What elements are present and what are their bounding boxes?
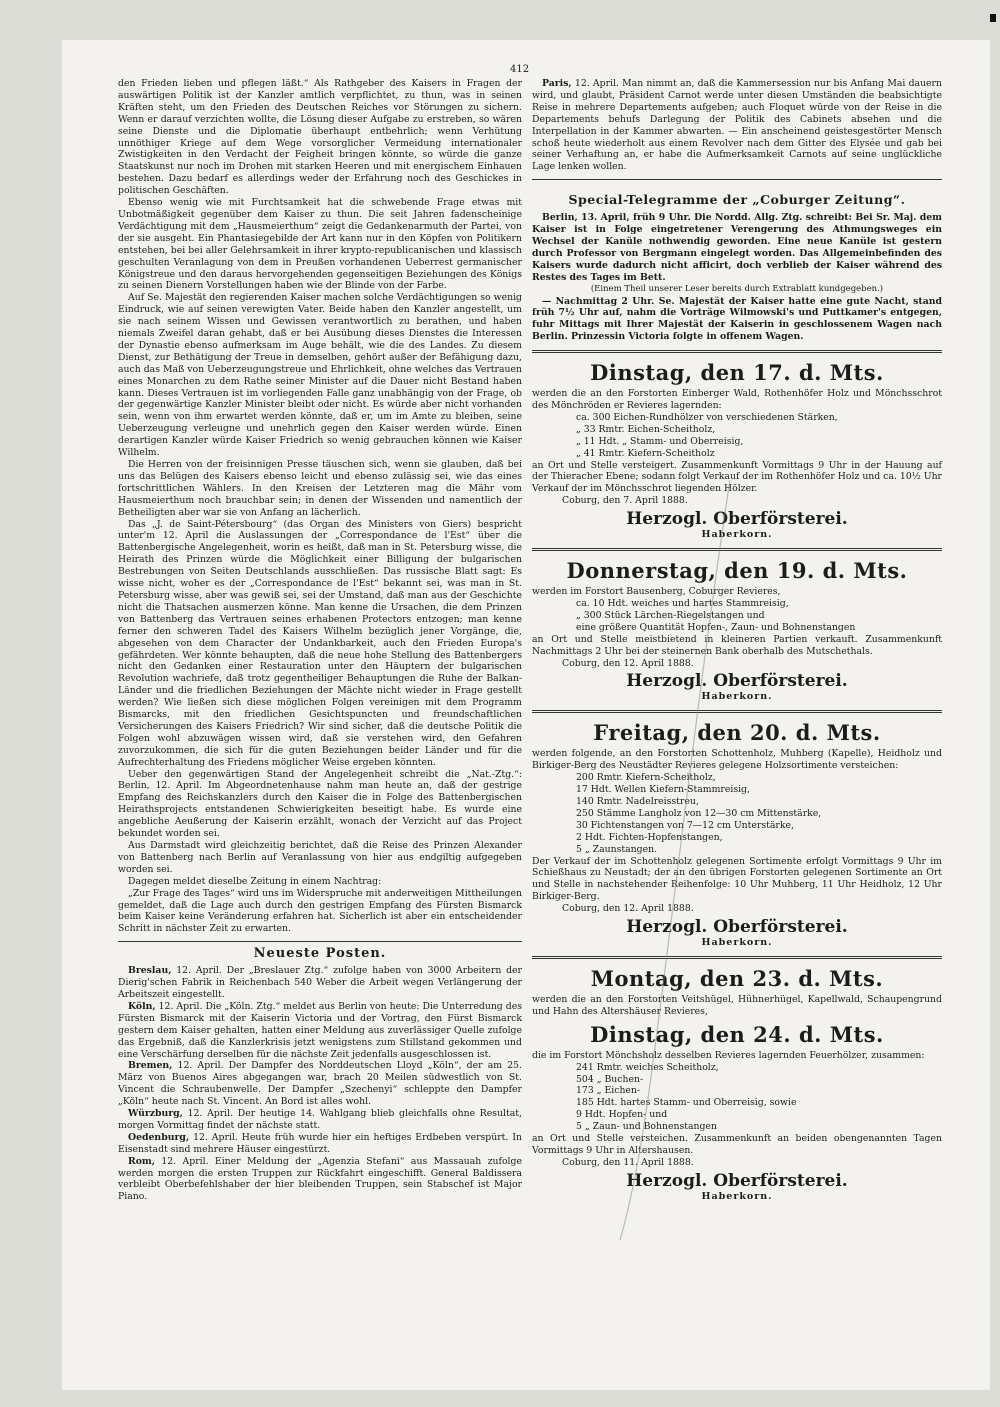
- ad-heading: Montag, den 23. d. Mts.: [590, 965, 884, 991]
- article-paragraph: „Zur Frage des Tages“ wird uns im Widerspruche mit anderweitigen Mittheilungen gemeldet, daß die Lage auch durch den gestrigen Empfang des Fürsten Bismarck beim Kaiser keine Veränderung erfahren hat. Sicherlich ist aber ein entscheidender Schritt in nächster Zeit zu erwarten.: [118, 887, 522, 935]
- ad-body: an Ort und Stelle versteichen. Zusammenkunft an beiden obengenannten Tagen Vormittags 9 Uhr in Altershausen.: [532, 1133, 942, 1156]
- news-place: Würzburg,: [128, 1108, 183, 1120]
- ad-items: [576, 412, 942, 460]
- ad-body: an Ort und Stelle meistbietend in kleineren Partien verkauft. Zusammenkunft Nachmittags 2 Uhr bei der steinernen Bank oberhalb des Mutschethals.: [532, 633, 942, 657]
- news-place: Paris,: [542, 78, 572, 89]
- left-column: [118, 78, 522, 1203]
- ad-intro: werden die an den Forstorten Einberger Wald, Rothenhöfer Holz und Mönchsschrot des Mönchröden er Revieres lagernden:: [532, 388, 942, 412]
- ad-signature: Herzogl. Oberförsterei.: [626, 1170, 848, 1191]
- page-number: 412: [510, 64, 530, 75]
- ad-heading: Dinstag, den 17. d. Mts.: [590, 360, 884, 386]
- ad-heading: Donnerstag, den 19. d. Mts.: [566, 558, 908, 584]
- ad-intro: die im Forstort Mönchsholz desselben Revieres lagernden Feuerhölzer, zusammen:: [532, 1049, 925, 1061]
- ad-item: eine größere Quantität Hopfen-, Zaun- und Bohnenstangen: [576, 621, 856, 633]
- telegram-note: (Einem Theil unserer Leser bereits durch Extrablatt kundgegeben.): [590, 283, 884, 294]
- article-paragraph: Das „J. de Saint-Pétersbourg“ (das Organ des Ministers von Giers) bespricht unter'm 12. April die Auslassungen der „Correspondance de l'Est“ über die Battenbergische Angelegenheit, worin es heißt, daß man in St. Petersburg wisse, die Heirath des Prinzen würde die Möglichkeit einer Billigung der bulgarischen Bestrebungen von Seiten Deutschlands ausschließen. Das russische Blatt sagt: Es wisse nicht, woher es der „Correspondance de l'Est“ bekannt sei, was man in St. Petersburg wisse, aber was gewiß sei, sei der Umstand, daß man aus der Geschichte nicht die Thatsachen ausmerzen könne. Man kenne die Ursachen, die dem Prinzen von Battenberg das Vertrauen seines erhabenen Protectors entzogen; man kenne ferner den schweren Tadel des Kaisers Wilhelm bezüglich jener Vorgänge, die, abgesehen von dem Character der Undankbarkeit, auch den Frieden Europa's gefährdeten. Wer könnte behaupten, daß die neue hohe Stellung des Battenbergers nicht den Gedanken einer Restauration unter den Häuptern der bulgarischen Revolution wachriefe, daß trotz gegentheiliger Behauptungen die Ruhe der Balkan-Länder und die friedlichen Beziehungen der Mächte nicht wieder in Frage gestellt werden? Wie ließen sich diese möglichen Folgen vereinigen mit dem Programm Bismarcks, mit den friedlichen Gesichtspuncten und freundschaftlichen Versicherungen des Kaisers Friedrich? Wir sind sicher, daß die deutsche Politik die Folgen wohl abzuwägen wissen wird, daß sie verstehen wird, den Gefahren zuvorzukommen, die sich für die guten Beziehungen beider Länder und für die Aufrechterhaltung des Friedens möglicher Weise ergeben könnten.: [118, 518, 522, 768]
- article-paragraph: Ueber den gegenwärtigen Stand der Angelegenheit schreibt die „Nat.-Ztg.“: Berlin, 12. April. Im Abgeordnetenhause nahm man heute an, daß der gestrige Empfang des Reichskanzlers durch den Kaiser die in Folge des Battenbergischen Heirathsprojects entstandenen Schwierigkeiten beseitigt habe. Es wurde eine angebliche Aeußerung der Kaiserin erzählt, wonach der Verzicht auf das Project bekundet worden sei.: [118, 768, 522, 840]
- ad-item: 200 Rmtr. Kiefern-Scheitholz,: [576, 772, 716, 784]
- news-place: Breslau,: [128, 965, 172, 977]
- ad-item: „ 41 Rmtr. Kiefern-Scheitholz: [576, 447, 715, 459]
- article-paragraph: Dagegen meldet dieselbe Zeitung in einem Nachtrag:: [128, 875, 382, 887]
- ad-signature: Herzogl. Oberförsterei.: [626, 917, 848, 938]
- news-text: 12. April. Der Dampfer des Norddeutschen Lloyd „Köln“, der am 25. März von Buenos Aires abgegangen war, brach 20 Meilen südwestlich von St. Vincent die Schraubenwelle. Der Dampfer „Szechenyi“ schleppte den Dampfer „Köln“ heute nach St. Vincent. An Bord ist alles wohl.: [118, 1060, 522, 1108]
- ad-signer: Haberkorn.: [701, 529, 773, 541]
- ad-intro: werden im Forstort Bausenberg, Coburger Revieres,: [532, 586, 781, 598]
- divider: [118, 941, 522, 942]
- article-paragraph: Ebenso wenig wie mit Furchtsamkeit hat die schwebende Frage etwas mit Unbotmäßigkeit gegenüber dem Kaiser zu thun. Die seit Jahren fadenscheinige Verdächtigung mit dem „Hausmeierthum“ zeigt die Gedankenarmuth der Partei, von der sie ausgeht. Ein Phantasiegebilde der Art kann nur in den Köpfen von Politikern entstehen, bei bei aller Gelehrsamkeit in ihrer krypto-republicanischen und klassisch geschulten Veranlagung von dem in Preußen vorhandenen Ueberrest germanischer Königstreue und den daraus hervorgehenden gegenseitigen Beziehungen des Königs zu seinen Dienern Vorstellungen haben wie der Blinde von der Farbe.: [118, 197, 522, 292]
- ad-item: 185 Hdt. hartes Stamm- und Oberreisig, sowie: [576, 1097, 797, 1109]
- telegram-text: Berlin, 13. April, früh 9 Uhr. Die Nordd. Allg. Ztg. schreibt: Bei Sr. Maj. dem Kaiser ist in Folge eingetretener Verengerung des Athmungsweges ein Wechsel der Kanüle nothwendig geworden. Eine neue Kanüle ist gestern durch Professor von Bergmann eingelegt worden. Das Allgemeinbefinden des Kaisers wurde dadurch nicht afficirt, doch verblieb der Kaiser während des Restes des Tages im Bett.: [532, 212, 942, 283]
- news-item: [118, 1060, 522, 1108]
- news-item: [532, 78, 942, 173]
- article-paragraph: den Frieden lieben und pflegen läßt.“ Als Rathgeber des Kaisers in Fragen der auswärtigen Politik ist der Kanzler amtlich verpflichtet, zu thun, was in seinen Kräften steht, um den Frieden des Deutschen Reiches vor Störungen zu sichern. Wenn er darauf verzichten wollte, die Lösung dieser Aufgabe zu erstreben, so wären seine Dienste und die Diplomatie überhaupt entbehrlich; wenn Verhütung unnöthiger Kriege auf dem Wege vorsorglicher Vermeidung internationaler Zwistigkeiten in den Verdacht der Feigheit bringen könnte, so würde die ganze Staatskunst nur noch im Drohen mit starken Heeren und mit energischem Einhauen bestehen. Dazu bedarf es allerdings weder der Erfahrung noch des Geschickes in politischen Geschäften.: [118, 78, 522, 197]
- ad-body: an Ort und Stelle versteigert. Zusammenkunft Vormittags 9 Uhr in der Hauung auf der Thieracher Ebene; sodann folgt Verkauf der im Rothenhöfer Holz und ca. 10½ Uhr Verkauf der im Mönchsschrot liegenden Hölzer.: [532, 459, 942, 495]
- ad-body: Der Verkauf der im Schottenholz gelegenen Sortimente erfolgt Vormittags 9 Uhr im Schießhaus zu Neustadt; der an den übrigen Forstorten gelegenen Sortimente an Ort und Stelle in nachstehender Reihenfolge: 10 Uhr Muhberg, 11 Uhr Heidholz, 12 Uhr Birkiger-Berg.: [532, 855, 942, 903]
- pencil-stroke-mark: [610, 470, 750, 1250]
- news-item: [118, 1001, 522, 1061]
- ad-item: „ 33 Rmtr. Eichen-Scheitholz,: [576, 423, 716, 435]
- news-place: Bremen,: [128, 1060, 173, 1072]
- ad-date: Coburg, den 7. April 1888.: [562, 495, 688, 507]
- ad-heading: Dinstag, den 24. d. Mts.: [590, 1021, 884, 1047]
- section-title: Neueste Posten.: [253, 946, 387, 962]
- news-text: 12. April. Heute früh wurde hier ein heftiges Erdbeben verspürt. In Eisenstadt sind mehrere Häuser eingestürzt.: [118, 1131, 522, 1155]
- ad-item: 17 Hdt. Wellen Kiefern-Stammreisig,: [576, 784, 750, 796]
- ad-item: „ 300 Stück Lärchen-Riegelstangen und: [576, 609, 765, 621]
- article-paragraph: Auf Se. Majestät den regierenden Kaiser machen solche Verdächtigungen so wenig Eindruck, wie auf seinen verewigten Vater. Beide haben den Kanzler angestellt, um sie nach seinem Wissen und Gewissen verantwortlich zu berathen, und haben niemals Zweifel daran gehabt, daß er bei Ausübung dieses Dienstes die Interessen der Dynastie ebenso aufmerksam im Auge behält, wie die des Landes. Zu diesem Dienst, zur Bethätigung der Treue in demselben, gehört außer der Befähigung dazu, auch das Maß von Ueberzeugungstreue und Ehrlichkeit, ohne welches das Vertrauen eines Monarchen zu dem Rathe seiner Minister auf die Dauer nicht Bestand haben kann. Dieses Vertrauen ist im vorliegenden Falle ganz unabhängig von der Frage, ob der gegenwärtige Kanzler Minister bleibt oder nicht. Es würde aber nicht vorhanden sein, wenn von ihm erwartet werden könnte, daß er, um im Amte zu bleiben, seine Ueberzeugung verleugne und unehrlich gegen den Kaiser werden würde. Einen derartigen Kanzler würde Kaiser Friedrich so wenig gebrauchen können wie Kaiser Wilhelm.: [118, 292, 522, 459]
- article-paragraph: Aus Darmstadt wird gleichzeitig berichtet, daß die Reise des Prinzen Alexander von Battenberg nach Berlin auf Veranlassung von hier aus endgiltig aufgegeben worden sei.: [118, 840, 522, 875]
- telegram-text: — Nachmittag 2 Uhr. Se. Majestät der Kaiser hatte eine gute Nacht, stand früh 7½ Uhr auf, nahm die Vorträge Wilmowski's und Puttkamer's entgegen, fuhr Mittags mit Ihrer Majestät der Kaiserin in geschlossenem Wagen nach Berlin. Prinzessin Victoria folgte in offenem Wagen.: [532, 295, 942, 343]
- ad-item: ca. 300 Eichen-Rundhölzer von verschiedenen Stärken,: [576, 411, 838, 423]
- ad-date: Coburg, den 11. April 1888.: [562, 1156, 694, 1168]
- news-item: [118, 1132, 522, 1156]
- ad-item: 5 „ Zaun- und Bohnenstangen: [576, 1121, 717, 1133]
- ad-item: 2 Hdt. Fichten-Hopfenstangen,: [576, 831, 723, 843]
- news-text: 12. April. Die „Köln. Ztg.“ meldet aus Berlin von heute: Die Unterredung des Fürsten Bismarck mit der Kaiserin Victoria und der Vortrag, den Fürst Bismarck gestern dem Kaiser gehalten, hatten einer Meldung aus zuverlässiger Quelle zufolge das Ergebniß, daß die Kanzlerkrisis jetzt wenigstens zum Stillstand gekommen und eine Verschärfung derselben für die nächste Zeit jedenfalls ausgeschlossen ist.: [118, 1000, 522, 1060]
- ad-item: 504 „ Buchen-: [576, 1073, 644, 1085]
- ad-date: Coburg, den 12. April 1888.: [562, 903, 694, 915]
- ad-signature: Herzogl. Oberförsterei.: [626, 509, 848, 530]
- ad-heading: Freitag, den 20. d. Mts.: [593, 720, 881, 746]
- ad-item: 5 „ Zaunstangen.: [576, 843, 658, 855]
- ad-item: ca. 10 Hdt. weiches und hartes Stammreisig,: [576, 598, 789, 609]
- news-place: Oedenburg,: [128, 1131, 190, 1143]
- scan-edge-mark: [990, 14, 996, 22]
- ad-item: „ 11 Hdt. „ Stamm- und Oberreisig,: [576, 435, 744, 447]
- ad-item: 173 „ Eichen-: [576, 1085, 641, 1097]
- news-item: [118, 965, 522, 1001]
- ad-signer: Haberkorn.: [701, 691, 773, 703]
- ad-item: 9 Hdt. Hopfen- und: [576, 1109, 668, 1121]
- news-text: 12. April. Der heutige 14. Wahlgang blieb gleichfalls ohne Resultat, morgen Vormittag findet der nächste statt.: [118, 1108, 522, 1131]
- news-item: [118, 1108, 522, 1132]
- ad-item: 140 Rmtr. Nadelreisstreu,: [576, 795, 699, 807]
- ad-item: 250 Stämme Langholz von 12—30 cm Mittenstärke,: [576, 807, 822, 819]
- news-place: Rom,: [128, 1155, 156, 1167]
- ad-item: 241 Rmtr. weiches Scheitholz,: [576, 1061, 719, 1073]
- ad-intro: werden die an den Forstorten Veitshügel, Hühnerhügel, Kapellwald, Schaupengrund und Hahn des Altershäuser Revieres,: [532, 993, 942, 1017]
- news-item: [118, 1156, 522, 1204]
- ad-signer: Haberkorn.: [701, 937, 773, 949]
- divider: [532, 350, 942, 353]
- news-text: 12. April. Einer Meldung der „Agenzia Stefani“ aus Massauah zufolge werden morgen die ersten Truppen zur Rückfahrt eingeschifft. General Baldissera verbleibt Oberbefehlshaber der hier bleibenden Truppen, sein Stabschef ist Major Piano.: [118, 1155, 522, 1203]
- ad-signer: Haberkorn.: [701, 1190, 773, 1202]
- ad-intro: werden folgende, an den Forstorten Schottenholz, Muhberg (Kapelle), Heidholz und Birkiger-Berg des Neustädter Revieres gelegene Holzsortimente versteichen:: [532, 748, 942, 772]
- article-paragraph: Die Herren von der freisinnigen Presse täuschen sich, wenn sie glauben, daß bei uns das Belügen des Kaisers ebenso leicht und ebenso zulässig sei, wie das eines fortschrittlichen Wählers. In den Kreisen der Letzteren mag die Mähr vom Hausmeierthum noch brauchbar sein; in denen der Wissenden und namentlich der Betheiligten aber war sie von Anfang an lächerlich.: [118, 459, 522, 518]
- divider: [532, 179, 942, 180]
- telegram-title: Special-Telegramme der „Coburger Zeitung“.: [568, 192, 906, 208]
- news-place: Köln,: [128, 1000, 156, 1012]
- ad-signature: Herzogl. Oberförsterei.: [626, 671, 848, 692]
- ad-item: 30 Fichtenstangen von 7—12 cm Unterstärke,: [576, 819, 794, 831]
- news-text: 12. April. Der „Breslauer Ztg.“ zufolge haben von 3000 Arbeitern der Dierig'schen Fabrik in Reichenbach 540 Weber die Arbeit wegen Verlängerung der Arbeitszeit eingestellt.: [118, 965, 522, 1000]
- news-text: 12. April. Man nimmt an, daß die Kammersession nur bis Anfang Mai dauern wird, und glaubt, Präsident Carnot werde unter diesen Umständen die beabsichtigte Reise in mehrere Departements aufgeben; auch Floquet würde von der Reise in die Departements behufs Darlegung der Politik des Cabinets absehen und die Interpellation in der Kammer abwarten. — Ein anscheinend geistesgestörter Mensch schoß heute wiederholt aus einem Revolver nach dem Gitter des Elysée und gab bei seiner Verhaftung an, er habe die Aufmerksamkeit Carnots auf seine unglückliche Lage lenken wollen.: [532, 78, 942, 173]
- ad-date: Coburg, den 12. April 1888.: [562, 657, 694, 669]
